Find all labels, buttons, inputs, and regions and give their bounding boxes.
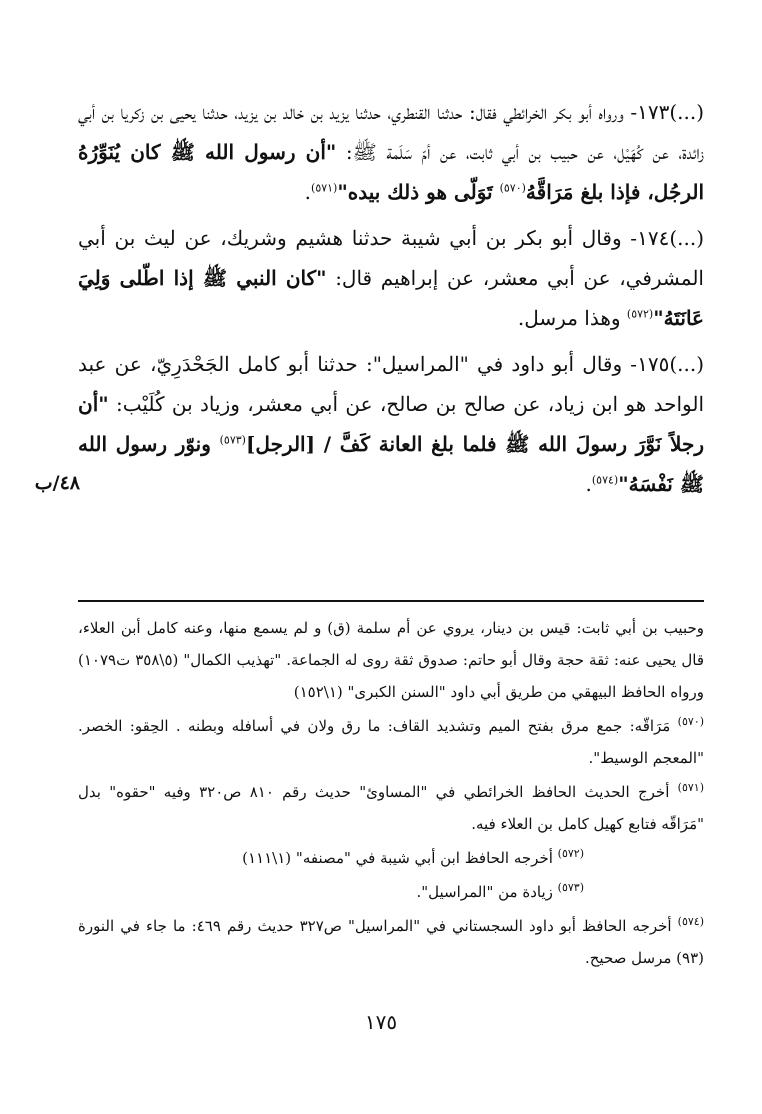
sentence-end: . <box>304 180 312 204</box>
footnote-text: أخرجه الحافظ أبو داود السجستاني في "المراسيل" ص٣٢٧ حديث رقم ٤٦٩: ما جاء في النورة (٩٣) مرسل صحيح. <box>78 917 704 967</box>
footnote-text: أخرجه الحافظ ابن أبي شيبة في "مصنفه" (١\١١١) <box>242 849 558 867</box>
footnote-number: (٥٧٣) <box>557 881 584 894</box>
footnote-continuation: وحبيب بن أبي ثابت: قيس بن دينار، يروي عن أم سلمة (ق) و لم يسمع منها، وعنه كامل أبن العلاء، قال يحيى عنه: ثقة حجة وقال أبو حاتم: صدوق ثقة روى له الجماعة. "تهذيب الكمال" (٥\٣٥٨ ت١٠٧٩) ورواه الحافظ البيهقي من طريق أبي داود "السنن الكبرى" (١\١٥٢) <box>78 619 704 701</box>
footnote-ref: (٥٧٤) <box>591 473 619 487</box>
hadith-173 <box>78 92 704 212</box>
footnote-574 <box>78 910 704 974</box>
footnote-number: (٥٧٠) <box>677 715 704 728</box>
ruling-text: وهذا مرسل. <box>517 306 627 330</box>
hadith-text: "أن رجلاً نَوَّرَ رسولَ الله ﷺ فلما بلغ العانة كَفَّ / [الرجل] <box>78 392 704 456</box>
footnotes <box>78 612 704 976</box>
hadith-174 <box>78 218 704 338</box>
footnote-ref: (٥٧٠) <box>499 181 526 195</box>
hadith-text: ونوّر رسول الله ﷺ نَفْسَهُ" <box>78 432 704 496</box>
footnote-number: (٥٧٢) <box>557 847 584 860</box>
footnote-text: أخرج الحديث الحافظ الخرائطي في "المساوئ" حديث رقم ٨١٠ ص٣٢٠ وفيه "حقوه" بدل "مَرَاقّه فتابع كهيل كامل بن العلاء فيه. <box>78 783 704 833</box>
isnad-text: (...)١٧٤- وقال أبو بكر بن أبي شيبة حدثنا هشيم وشريك، عن ليث بن أبي المشرفي، عن أبي معشر، عن إبراهيم قال: <box>78 226 704 290</box>
hadith-text: "أن رسول الله ﷺ كان يُنَوِّرُهُ الرجُل، فإذا بلغ مَرَاقَّهُ <box>78 140 704 204</box>
footnote-573 <box>78 876 704 908</box>
hadith-text: "كان النبي ﷺ إذا اطّلى وَلِيَ عَانَتَهُ" <box>78 266 704 330</box>
hadith-text: تَوَلّى هو ذلك بيده" <box>337 180 500 204</box>
main-text <box>78 92 704 510</box>
footnote-571 <box>78 776 704 840</box>
manuscript-folio-mark: ٤٨/ب <box>34 472 80 494</box>
footnote-number: (٥٧١) <box>677 781 704 794</box>
footnote-text: مَرَاقّه: جمع مرق بفتح الميم وتشديد القاف: ما رق ولان في أسافله وبطنه . الحِقو: الخصر. "المعجم الوسيط". <box>78 717 704 767</box>
footnote-ref: (٥٧٣) <box>219 433 246 447</box>
page-number: ١٧٥ <box>364 1010 398 1034</box>
footnote-text: زيادة من "المراسيل". <box>416 883 558 901</box>
sentence-end: . <box>585 472 592 496</box>
hadith-175 <box>78 344 704 504</box>
footnote-ref: (٥٧١) <box>311 181 338 195</box>
footnote-divider <box>78 600 704 602</box>
isnad-text: (...)١٧٥- وقال أبو داود في "المراسيل": حدثنا أبو كامل الجَحْدَرِيّ، عن عبد الواحد هو ابن زياد، عن صالح بن صالح، عن أبي معشر، وزياد بن كُلَيْب: <box>78 352 704 416</box>
isnad-text: (...)١٧٣- ورواه أبو بكر الخرائطي فقال: حدثنا القنطري، حدثنا يزيد بن خالد بن يزيد، حدثنا يحيى بن زكريا بن أبي زائدة، عن كُهَيْل، عن حبيب بن أبي ثابت، عن أمّ سَلَمة ﷺ: <box>78 100 704 164</box>
footnote-number: (٥٧٤) <box>677 915 704 928</box>
footnote-572 <box>78 842 704 874</box>
footnote-570 <box>78 710 704 774</box>
footnote-ref: (٥٧٢) <box>626 307 654 321</box>
